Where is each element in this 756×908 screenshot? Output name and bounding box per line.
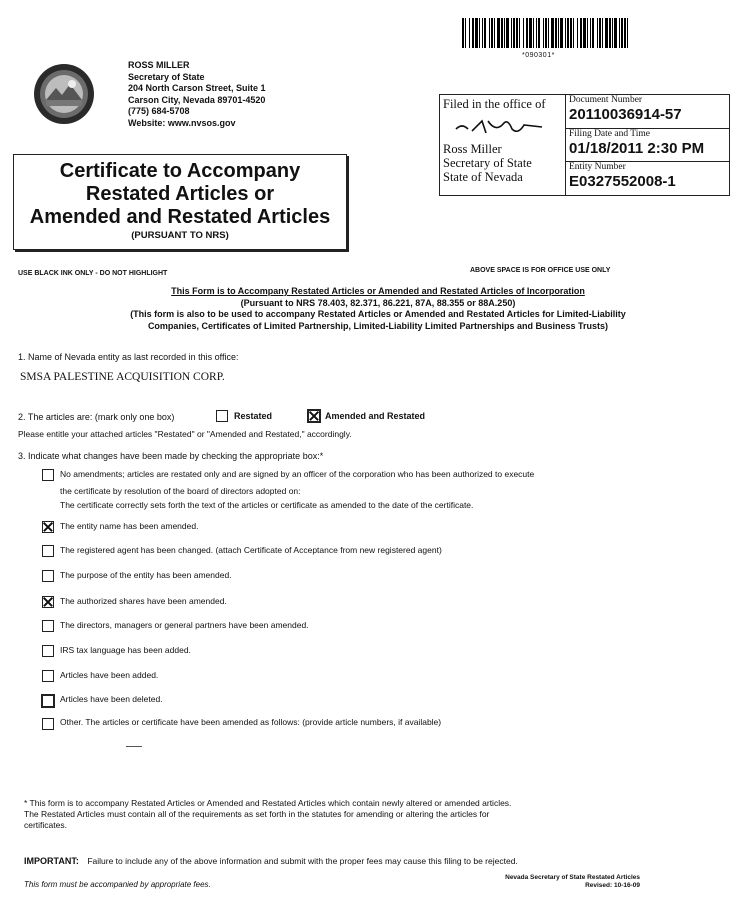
entity-name-amended-checkbox[interactable]: [42, 521, 54, 533]
document-number-cell: [566, 95, 729, 129]
barcode-bar: [484, 18, 486, 48]
filing-stamp-box: [439, 94, 730, 196]
barcode-bar: [489, 18, 490, 48]
filed-in-office-label: Filed in the office of: [443, 97, 546, 111]
signature-image: [452, 115, 552, 137]
no-amendments-label-1: No amendments; articles are restated only and are signed by an officer of the corporation who has been authorized to execute: [60, 469, 535, 479]
purpose-note-2: Companies, Certificates of Limited Partnership, Limited-Liability Limited Partnerships and Business Trusts): [147, 320, 609, 331]
fees-notice: This form must be accompanied by appropriate fees.: [24, 880, 211, 889]
form-revision-name: Nevada Secretary of State Restated Articles: [505, 874, 640, 881]
directors-amended-label: The directors, managers or general partners have been amended.: [60, 620, 309, 630]
title-line-3: Amended and Restated Articles: [29, 206, 331, 228]
barcode-bar: [543, 18, 544, 48]
barcode-bar: [513, 18, 515, 48]
barcode-bar: [494, 18, 495, 48]
important-notice: [24, 856, 518, 866]
articles-added-checkbox[interactable]: [42, 670, 54, 682]
footnote-line-1: * This form is to accompany Restated Articles or Amended and Restated Articles which contain newly altered or amended articles.: [24, 798, 512, 808]
barcode-bar: [597, 18, 598, 48]
barcode-bar: [580, 18, 582, 48]
website: Website: www.nvsos.gov: [128, 117, 236, 128]
purpose-note-1: (This form is also to be used to accompany Restated Articles or Amended and Restated Articles for Limited-Liability: [130, 309, 626, 319]
state-seal-logo: [32, 62, 96, 126]
entity-name-amended-label: The entity name has been amended.: [60, 521, 199, 531]
important-text: Failure to include any of the above information and submit with the proper fees may cause this filing to be rejected.: [87, 856, 518, 866]
q2-note: Please entitle your attached articles "Restated" or "Amended and Restated," accordingly.: [18, 429, 352, 439]
form-title-box: [13, 154, 347, 250]
barcode-bar: [602, 18, 603, 48]
articles-deleted-label: Articles have been deleted.: [60, 694, 163, 704]
articles-deleted-checkbox[interactable]: [41, 694, 55, 708]
barcode: [462, 18, 632, 48]
barcode-bar: [523, 18, 524, 48]
q1-label: 1. Name of Nevada entity as last recorded in this office:: [18, 352, 239, 362]
barcode-bar: [619, 18, 620, 48]
title-line-1: Certificate to Accompany: [59, 160, 301, 182]
irs-language-checkbox[interactable]: [42, 645, 54, 657]
barcode-bar: [590, 18, 591, 48]
registered-agent-label: The registered agent has been changed. (attach Certificate of Acceptance from new registered agent): [60, 545, 442, 555]
restated-label: Restated: [234, 411, 273, 421]
filing-details-panel: [566, 95, 729, 195]
irs-language-label: IRS tax language has been added.: [60, 645, 191, 655]
signer-state: State of Nevada: [443, 170, 523, 184]
barcode-bar: [599, 18, 601, 48]
restated-checkbox[interactable]: [216, 410, 228, 422]
entity-number-value: E0327552008-1: [569, 173, 676, 190]
secretary-name: ROSS MILLER: [128, 60, 190, 70]
other-amended-label: Other. The articles or certificate have been amended as follows: (provide article numbers, if available): [60, 717, 442, 727]
secretary-title: Secretary of State: [128, 71, 205, 82]
barcode-bar: [605, 18, 608, 48]
barcode-bar: [475, 18, 478, 48]
purpose-statutes: (Pursuant to NRS 78.403, 82.371, 86.221, 87A, 88.355 or 88A.250): [240, 297, 516, 308]
barcode-bar: [465, 18, 466, 48]
barcode-bar: [609, 18, 611, 48]
document-number-label: Document Number: [569, 95, 643, 105]
no-amendments-checkbox[interactable]: [42, 469, 54, 481]
barcode-bar: [548, 18, 549, 48]
secretary-header: [128, 60, 266, 129]
registered-agent-checkbox[interactable]: [42, 545, 54, 557]
important-label: IMPORTANT:: [24, 856, 79, 866]
form-purpose: [0, 286, 756, 332]
barcode-bar: [555, 18, 557, 48]
entity-number-label: Entity Number: [569, 162, 626, 172]
filing-date-value: 01/18/2011 2:30 PM: [569, 140, 705, 157]
purpose-amended-checkbox[interactable]: [42, 570, 54, 582]
signer-title: Secretary of State: [443, 156, 532, 170]
barcode-bar: [506, 18, 509, 48]
address-line-1: 204 North Carson Street, Suite 1: [128, 83, 266, 93]
barcode-bar: [511, 18, 512, 48]
filing-date-label: Filing Date and Time: [569, 129, 651, 139]
barcode-bar: [469, 18, 470, 48]
barcode-bar: [501, 18, 503, 48]
barcode-bar: [577, 18, 578, 48]
barcode-bar: [491, 18, 493, 48]
barcode-bar: [526, 18, 528, 48]
no-amendments-label-3: The certificate correctly sets forth the text of the articles or certificate as amended to the date of the certificate.: [60, 500, 474, 510]
footnote-line-3: certificates.: [24, 820, 67, 830]
purpose-heading: This Form is to Accompany Restated Articles or Amended and Restated Articles of Incorporation: [171, 286, 585, 296]
entity-number-cell: [566, 162, 729, 195]
barcode-bar: [462, 18, 464, 48]
office-use-notice: ABOVE SPACE IS FOR OFFICE USE ONLY: [470, 267, 611, 274]
other-amended-checkbox[interactable]: [42, 718, 54, 730]
purpose-amended-label: The purpose of the entity has been amended.: [60, 570, 232, 580]
phone-number: (775) 684-5708: [128, 106, 190, 116]
articles-added-label: Articles have been added.: [60, 670, 159, 680]
amended-restated-checkbox[interactable]: [307, 409, 321, 423]
barcode-bar: [587, 18, 588, 48]
no-amendments-label-2: the certificate by resolution of the board of directors adopted on:: [60, 486, 301, 496]
q3-label: 3. Indicate what changes have been made by checking the appropriate box:*: [18, 451, 324, 461]
stray-mark: [126, 746, 142, 747]
form-revision: [480, 874, 640, 890]
barcode-bar: [614, 18, 617, 48]
black-ink-notice: USE BLACK INK ONLY - DO NOT HIGHLIGHT: [18, 270, 168, 277]
barcode-bar: [592, 18, 594, 48]
barcode-bar: [624, 18, 626, 48]
barcode-bar: [551, 18, 554, 48]
authorized-shares-checkbox[interactable]: [42, 596, 54, 608]
directors-amended-checkbox[interactable]: [42, 620, 54, 632]
authorized-shares-label: The authorized shares have been amended.: [60, 596, 227, 606]
entity-name-field[interactable]: SMSA PALESTINE ACQUISITION CORP.: [20, 371, 225, 383]
form-revision-date: Revised: 10-16-09: [585, 882, 640, 889]
signer-name: Ross Miller: [443, 142, 502, 156]
barcode-bar: [536, 18, 537, 48]
filing-date-cell: [566, 129, 729, 162]
amended-restated-label: Amended and Restated: [325, 411, 426, 421]
barcode-bar: [538, 18, 540, 48]
barcode-bar: [479, 18, 480, 48]
barcode-bar: [533, 18, 534, 48]
footnote-line-2: The Restated Articles must contain all of the requirements as set forth in the statutes for amending or altering the articles for: [24, 809, 490, 819]
barcode-bar: [519, 18, 520, 48]
document-number-value: 20110036914-57: [569, 106, 682, 123]
barcode-bar: [504, 18, 505, 48]
barcode-bar: [627, 18, 628, 48]
address-line-2: Carson City, Nevada 89701-4520: [128, 94, 266, 105]
barcode-bar: [612, 18, 613, 48]
barcode-number: *090301*: [522, 52, 555, 59]
title-subtitle: (PURSUANT TO NRS): [131, 230, 229, 241]
barcode-bar: [567, 18, 569, 48]
footnote: [24, 798, 624, 831]
q2-label: 2. The articles are: (mark only one box): [18, 412, 175, 422]
barcode-bar: [545, 18, 547, 48]
barcode-bar: [558, 18, 559, 48]
filing-office-panel: [440, 95, 566, 195]
barcode-bar: [621, 18, 623, 48]
barcode-bar: [565, 18, 566, 48]
barcode-bar: [570, 18, 572, 48]
barcode-bar: [583, 18, 586, 48]
barcode-bar: [573, 18, 574, 48]
title-line-2: Restated Articles or: [85, 183, 275, 205]
barcode-bar: [516, 18, 518, 48]
barcode-bar: [497, 18, 500, 48]
barcode-bar: [482, 18, 483, 48]
barcode-bar: [529, 18, 532, 48]
barcode-bar: [560, 18, 563, 48]
barcode-bar: [472, 18, 474, 48]
